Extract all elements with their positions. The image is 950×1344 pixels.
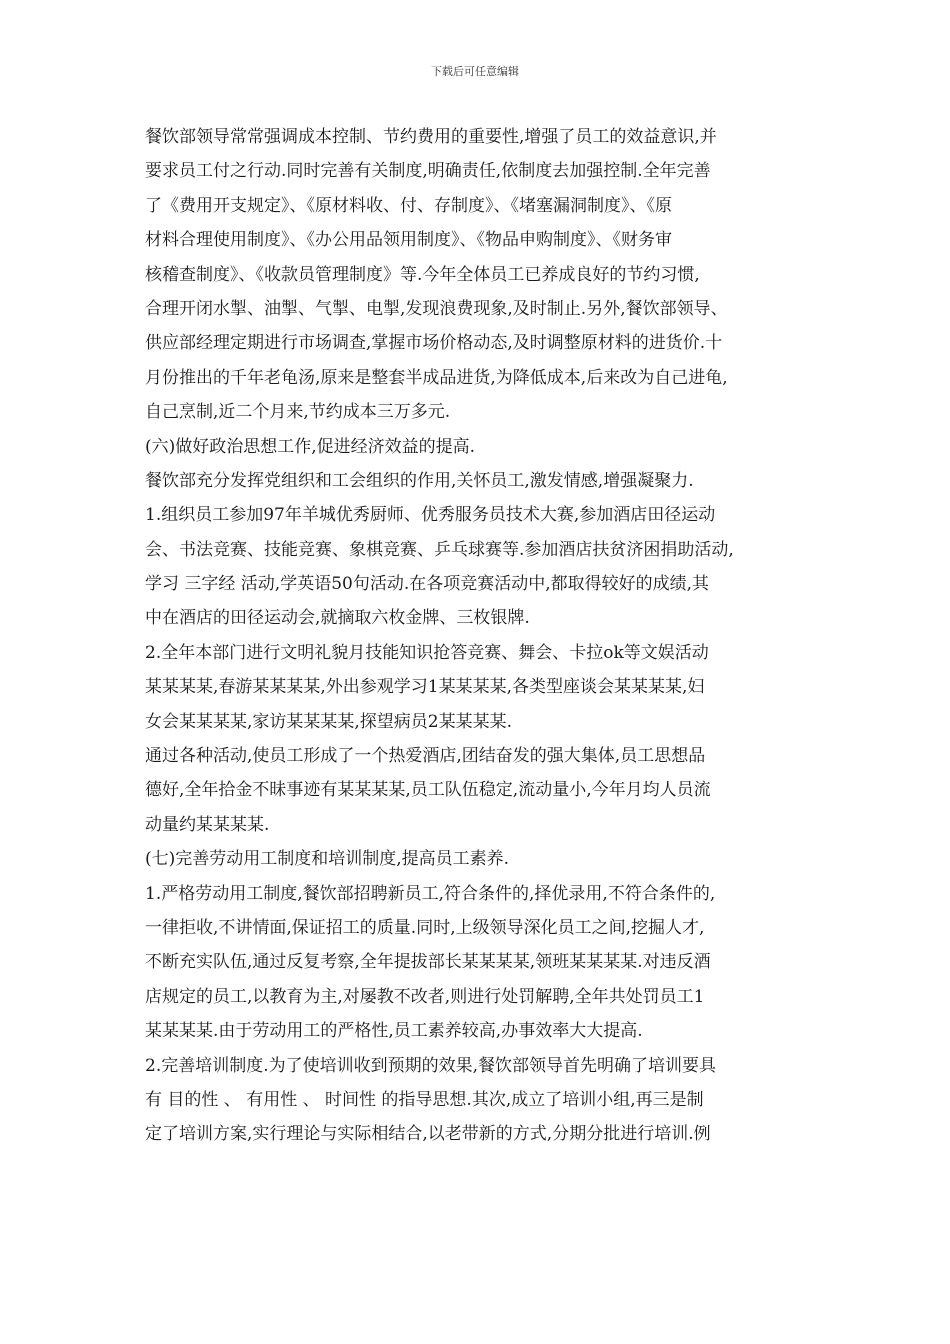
- text-line: 了《费用开支规定》、《原材料收、付、存制度》、《堵塞漏洞制度》、《原: [145, 195, 672, 216]
- text-line: 1.组织员工参加97年羊城优秀厨师、优秀服务员技术大赛,参加酒店田径运动: [145, 505, 716, 526]
- text-line: (六)做好政治思想工作,促进经济效益的提高.: [145, 436, 476, 457]
- text-line: 学习 三字经 活动,学英语50句活动.在各项竞赛活动中,都取得较好的成绩,其: [145, 574, 710, 595]
- text-line: 某某某某,春游某某某某,外出参观学习1某某某某,各类型座谈会某某某某,妇: [145, 677, 705, 698]
- text-line: 动量约某某某某.: [145, 814, 270, 835]
- text-line: 某某某某.由于劳动用工的严格性,员工素养较高,办事效率大大提高.: [145, 1021, 643, 1042]
- text-line: 中在酒店的田径运动会,就摘取六枚金牌、三枚银牌.: [145, 608, 530, 629]
- text-line: 餐饮部领导常常强调成本控制、节约费用的重要性,增强了员工的效益意识,并: [145, 127, 717, 147]
- text-line: 供应部经理定期进行市场调查,掌握市场价格动态,及时调整原材料的进货价.十: [145, 333, 723, 354]
- text-line: 不断充实队伍,通过反复考察,全年提拔部长某某某某,领班某某某某.对违反酒: [145, 952, 711, 973]
- text-line: 一律拒收,不讲情面,保证招工的质量.同时,上级领导深化员工之间,挖掘人才,: [145, 917, 705, 938]
- text-line: 2.全年本部门进行文明礼貌月技能知识抢答竞赛、舞会、卡拉ok等文娱活动: [145, 642, 709, 663]
- page-header: 下载后可任意编辑: [431, 65, 519, 78]
- text-line: 材料合理使用制度》、《办公用品领用制度》、《物品申购制度》、《财务审: [145, 230, 672, 251]
- text-line: 自己烹制,近二个月来,节约成本三万多元.: [145, 402, 451, 423]
- text-line: (七)完善劳动用工制度和培训制度,提高员工素养.: [145, 849, 510, 870]
- text-line: 合理开闭水掣、油掣、气掣、电掣,发现浪费现象,及时制止.另外,餐饮部领导、: [145, 298, 728, 319]
- text-line: 德好,全年拾金不昧事迹有某某某某,员工队伍稳定,流动量小,今年月均人员流: [145, 780, 711, 801]
- document-body: [145, 120, 815, 1152]
- text-line: 女会某某某某,家访某某某某,探望病员2某某某某.: [145, 711, 513, 732]
- text-line: 核稽查制度》、《收款员管理制度》等.今年全体员工已养成良好的节约习惯,: [145, 264, 700, 285]
- text-line: 通过各种活动,使员工形成了一个热爱酒店,团结奋发的强大集体,员工思想品: [145, 746, 706, 767]
- text-line: 店规定的员工,以教育为主,对屡教不改者,则进行处罚解聘,全年共处罚员工1: [145, 986, 705, 1007]
- text-line: 定了培训方案,实行理论与实际相结合,以老带新的方式,分期分批进行培训.例: [145, 1124, 711, 1145]
- text-line: 2.完善培训制度.为了使培训收到预期的效果,餐饮部领导首先明确了培训要具: [145, 1055, 717, 1076]
- text-line: 有 目的性 、 有用性 、 时间性 的指导思想.其次,成立了培训小组,再三是制: [145, 1089, 704, 1110]
- text-line: 会、书法竞赛、技能竞赛、象棋竞赛、乒乓球赛等.参加酒店扶贫济困捐助活动,: [145, 539, 734, 560]
- text-line: 餐饮部充分发挥党组织和工会组织的作用,关怀员工,激发情感,增强凝聚力.: [145, 470, 694, 491]
- text-line: 月份推出的千年老龟汤,原来是整套半成品进货,为降低成本,后来改为自己进龟,: [145, 367, 728, 388]
- text-line: 1.严格劳动用工制度,餐饮部招聘新员工,符合条件的,择优录用,不符合条件的,: [145, 883, 716, 904]
- text-line: 要求员工付之行动.同时完善有关制度,明确责任,依制度去加强控制.全年完善: [145, 161, 711, 182]
